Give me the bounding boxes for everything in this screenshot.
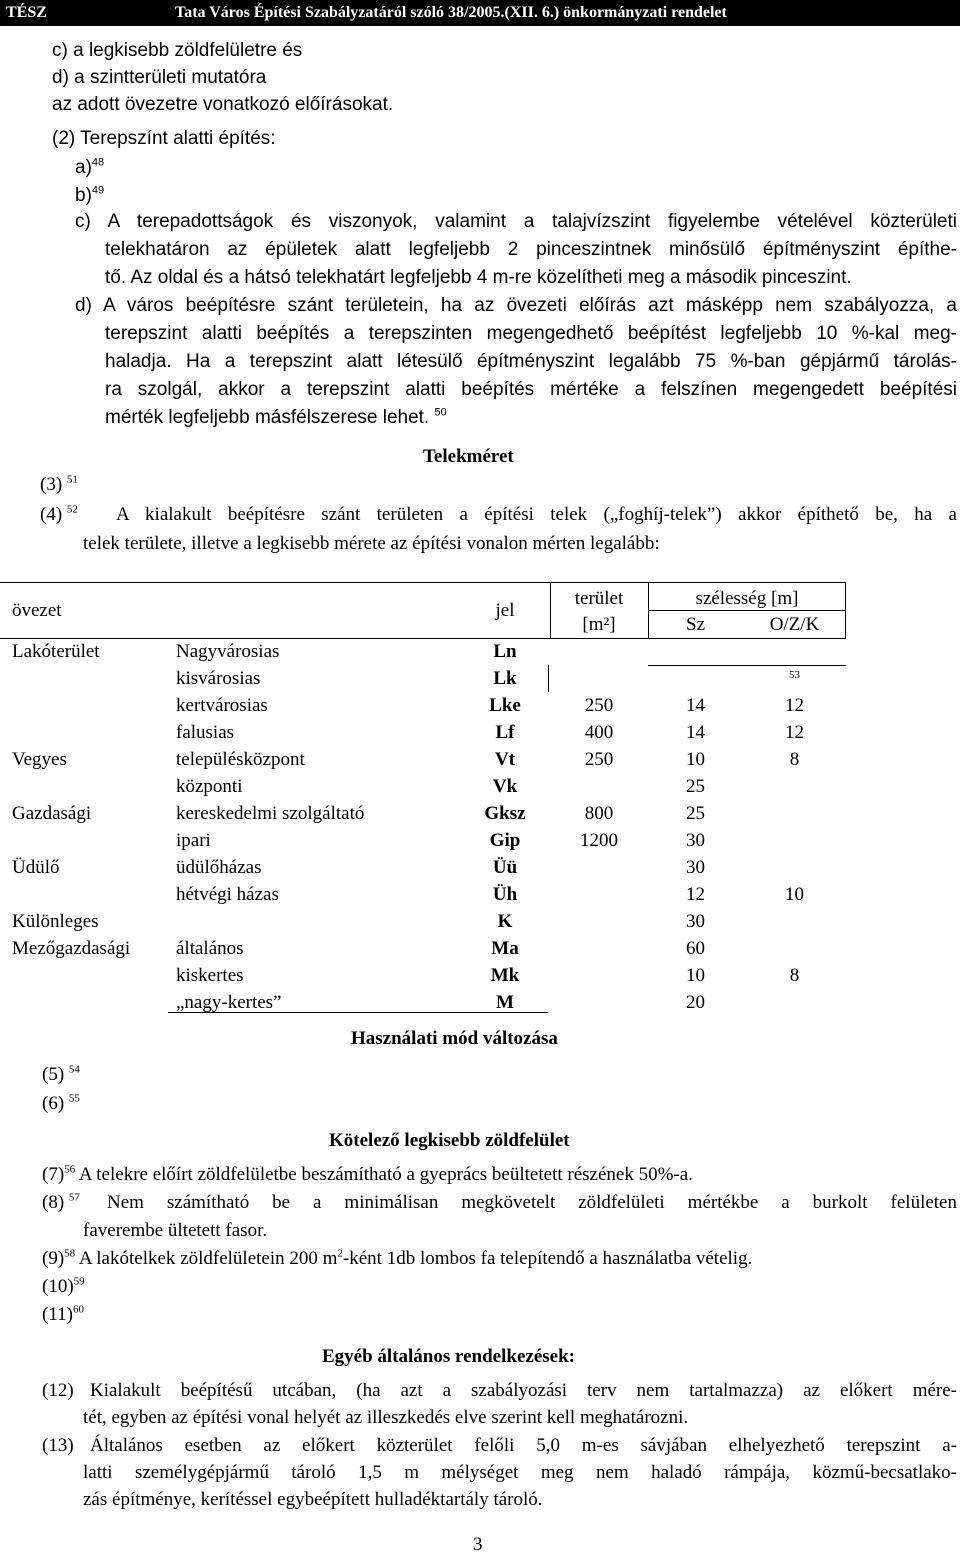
footnote-57: 57: [68, 1191, 80, 1204]
table-top-rule: [0, 582, 650, 583]
cell-sign: Vk: [492, 776, 518, 797]
para-3: [40, 474, 78, 496]
area-ln-rule: [548, 665, 549, 692]
header-left: TÉSZ: [6, 4, 47, 21]
heading-hasznalati: Használati mód változása: [351, 1028, 558, 1049]
para-9-text-a: A lakótelkek zöldfelületein 200 m: [78, 1248, 338, 1269]
item-d-line3: haladja. Ha a terepszint alatt létesülő építményszint legalább 75 %-ban gépjármű tárolás-: [105, 351, 957, 372]
footnote-56: 56: [64, 1163, 76, 1176]
cell-width-ozk: 10: [785, 884, 804, 905]
para-13-line3: zás építménye, kerítéssel egybeépített hulladéktartály tároló.: [83, 1489, 543, 1510]
para-4-line2: telek területe, illetve a legkisebb mérete az építési vonalon mérten legalább:: [83, 533, 660, 554]
cell-sign: Üh: [492, 884, 518, 905]
para-8-label: [42, 1192, 80, 1214]
footnote-51: 51: [66, 473, 78, 486]
cell-zone-type: üdülőházas: [176, 857, 262, 878]
para-9-label: (9): [42, 1248, 65, 1269]
item-c-line1: c) A terepadottságok és viszonyok, valamint a talajvízszint figyelembe vételével közterületi: [75, 211, 957, 232]
cell-sign: Üü: [492, 857, 518, 878]
th-ozk: O/Z/K: [769, 614, 820, 635]
para-4-label: [40, 504, 78, 526]
th-area-2: [m²]: [582, 614, 616, 635]
cell-width-sz: 60: [686, 938, 705, 959]
para-5-label: (5): [42, 1064, 65, 1085]
th-sign: jel: [495, 600, 515, 621]
para-8-line1: Nem számítható be a minimálisan megkövetelt zöldfelületi mértékbe a burkolt felületen: [107, 1192, 957, 1213]
para-10-label: (10): [42, 1276, 74, 1297]
item-d-line4: ra szolgál, akkor a terepszint alatti beépítés mértéke a felszínen megengedett beépítési: [105, 379, 957, 400]
cell-zone-type: Nagyvárosias: [176, 641, 280, 662]
th-sz: Sz: [686, 614, 705, 635]
cell-zone-type: kiskertes: [176, 965, 244, 986]
footnote-52: 52: [66, 503, 78, 516]
para-5: [42, 1064, 80, 1086]
footnote-58: 58: [64, 1247, 76, 1260]
cell-sign: Gksz: [484, 803, 526, 824]
item-a: [75, 157, 104, 179]
cell-width-sz: 12: [686, 884, 705, 905]
item-d-line5: [105, 407, 447, 429]
cell-zone-type: kisvárosias: [176, 668, 261, 689]
item-d-index: d) a szintterületi mutatóra: [52, 67, 267, 88]
item-c-line2: telekhatáron az épületek alatt legfeljebb 2 pinceszintnek minősülő építményszint építhe-: [105, 239, 957, 260]
th-area-1: terület: [574, 588, 624, 609]
heading-telekmeret: Telekméret: [423, 446, 514, 467]
cell-sign: Vt: [494, 749, 516, 770]
cell-zone-type: hétvégi házas: [176, 884, 279, 905]
footnote-54: 54: [68, 1063, 80, 1076]
cell-sign: Ln: [493, 641, 517, 662]
running-header: [0, 0, 960, 26]
cell-width-ozk: 12: [785, 722, 804, 743]
cell-area: 250: [584, 695, 614, 716]
para-8-line2: faverembe ültetett fasor.: [83, 1220, 268, 1241]
para-13-line2: latti személygépjármű tároló 1,5 m mélységet meg nem haladó rámpája, közmű-becsatlako-: [83, 1462, 957, 1483]
para-4-line1: A kialakult beépítésre szánt területen a építési telek („foghíj-telek”) akkor építhető be, ha a: [116, 504, 957, 525]
cell-width-sz: 10: [686, 749, 705, 770]
item-a-label: a): [75, 157, 92, 178]
cell-width-ozk: 8: [789, 749, 800, 770]
para-3-label: (3): [40, 474, 63, 495]
table-width-mid-rule: [648, 610, 846, 611]
cell-width-sz: 14: [686, 722, 705, 743]
cell-zone-type: ipari: [176, 830, 211, 851]
th-zone: övezet: [12, 600, 62, 621]
para-8-num: (8): [42, 1192, 65, 1213]
para-10: [42, 1276, 85, 1298]
item-c-green: c) a legkisebb zöldfelületre és: [52, 40, 303, 61]
cell-sign: Lf: [495, 722, 515, 743]
footnote-55: 55: [68, 1092, 80, 1105]
para-6-label: (6): [42, 1093, 65, 1114]
para-6: [42, 1093, 80, 1115]
page-number: 3: [473, 1534, 483, 1555]
cell-sign: M: [496, 992, 514, 1013]
cell-sign: Gip: [489, 830, 521, 851]
cell-zone-type: központi: [176, 776, 243, 797]
cell-width-sz: 30: [686, 911, 705, 932]
para-12-num: (12): [42, 1380, 74, 1401]
cell-zone-type: általános: [176, 938, 244, 959]
para-12-line2: tét, egyben az építési vonal helyét az illeszkedés elve szerint kell meghatározni.: [83, 1407, 689, 1428]
heading-egyeb: Egyéb általános rendelkezések:: [322, 1346, 575, 1367]
cell-area: 1200: [580, 830, 618, 851]
item-b: [75, 185, 104, 207]
cell-zone-group: Vegyes: [12, 749, 67, 770]
item-d-line1: d) A város beépítésre szánt területein, ha az övezeti előírás azt másképp nem szabályozza, a: [75, 295, 957, 316]
cell-sign: Lk: [493, 668, 517, 689]
item-b-label: b): [75, 185, 92, 206]
cell-zone-type: kereskedelmi szolgáltató: [176, 803, 365, 824]
item-c-line3: tő. Az oldal és a hátsó telekhatárt legfeljebb 4 m-re közelítheti meg a második pinceszint.: [105, 267, 852, 288]
table-header-bottom-rule: [0, 638, 846, 639]
cell-sign: Lke: [489, 695, 521, 716]
cell-width-sz: 25: [686, 776, 705, 797]
cell-width-sz: 25: [686, 803, 705, 824]
para-12-line1: Kialakult beépítésű utcában, (ha azt a szabályozási terv nem tartalmazza) az előkert mére-: [90, 1380, 957, 1401]
footnote-59: 59: [73, 1275, 85, 1288]
cell-zone-group: Különleges: [12, 911, 99, 932]
zone-rules-line: az adott övezetre vonatkozó előírásokat.: [52, 94, 394, 115]
th-width: szélesség [m]: [695, 588, 799, 609]
section-2-title: (2) Terepszínt alatti építés:: [52, 128, 276, 149]
square-sup: 2: [337, 1247, 343, 1260]
cell-width-sz: 30: [686, 857, 705, 878]
cell-width-sz: 14: [686, 695, 705, 716]
cell-sign: K: [497, 911, 513, 932]
para-7-text: A telekre előírt zöldfelületbe beszámítható a gyeprács beültetett részének 50%-a.: [78, 1164, 693, 1185]
header-title: Tata Város Építési Szabályzatáról szóló 38/2005.(XII. 6.) önkormányzati rendelet: [175, 4, 727, 21]
cell-zone-group: Mezőgazdasági: [12, 938, 131, 959]
cell-area: 400: [584, 722, 614, 743]
para-11-label: (11): [42, 1304, 73, 1325]
cell-width-ozk: 12: [785, 695, 804, 716]
cell-zone-type: falusias: [176, 722, 235, 743]
cell-zone-type: településközpont: [176, 749, 305, 770]
footnote-60: 60: [72, 1303, 84, 1316]
para-9: [42, 1248, 752, 1270]
para-7: [42, 1164, 693, 1186]
para-4-num: (4): [40, 504, 63, 525]
cell-area: 800: [584, 803, 614, 824]
para-11: [42, 1304, 84, 1326]
cell-width-sz: 30: [686, 830, 705, 851]
cell-zone-group: Gazdasági: [12, 803, 92, 824]
cell-width-ozk: 8: [789, 965, 800, 986]
para-13-line1: Általános esetben az előkert közterület felőli 5,0 m-es sávjában elhelyezhető terepszint a-: [90, 1435, 957, 1456]
cell-zone-group: Lakóterület: [12, 641, 100, 662]
cell-width-sz: 20: [686, 992, 705, 1013]
footnote-49: 49: [91, 184, 105, 197]
footnote-53: 53: [789, 669, 800, 681]
cell-sign: Mk: [490, 965, 520, 986]
cell-zone-type: kertvárosias: [176, 695, 268, 716]
cell-area: 250: [584, 749, 614, 770]
footnote-50: 50: [434, 406, 447, 419]
cell-width-sz: 10: [686, 965, 705, 986]
para-9-text-b: -ként 1db lombos fa telepítendő a használatba vételig.: [342, 1248, 753, 1269]
width-ln-rule: [648, 665, 846, 666]
cell-zone-type: „nagy-kertes”: [176, 992, 282, 1013]
para-13-num: (13): [42, 1435, 74, 1456]
para-7-label: (7): [42, 1164, 65, 1185]
heading-zold: Kötelező legkisebb zöldfelület: [329, 1130, 570, 1151]
table-width-top-rule: [648, 582, 846, 583]
item-d-line2: terepszint alatti beépítés a terepszinten megengedhető beépítést legfeljebb 10 %-kal meg-: [105, 323, 957, 344]
cell-sign: Ma: [491, 938, 519, 959]
cell-zone-group: Üdülő: [12, 857, 60, 878]
item-d-line5-text: mérték legfeljebb másfélszerese lehet.: [105, 407, 430, 428]
footnote-48: 48: [91, 156, 105, 169]
